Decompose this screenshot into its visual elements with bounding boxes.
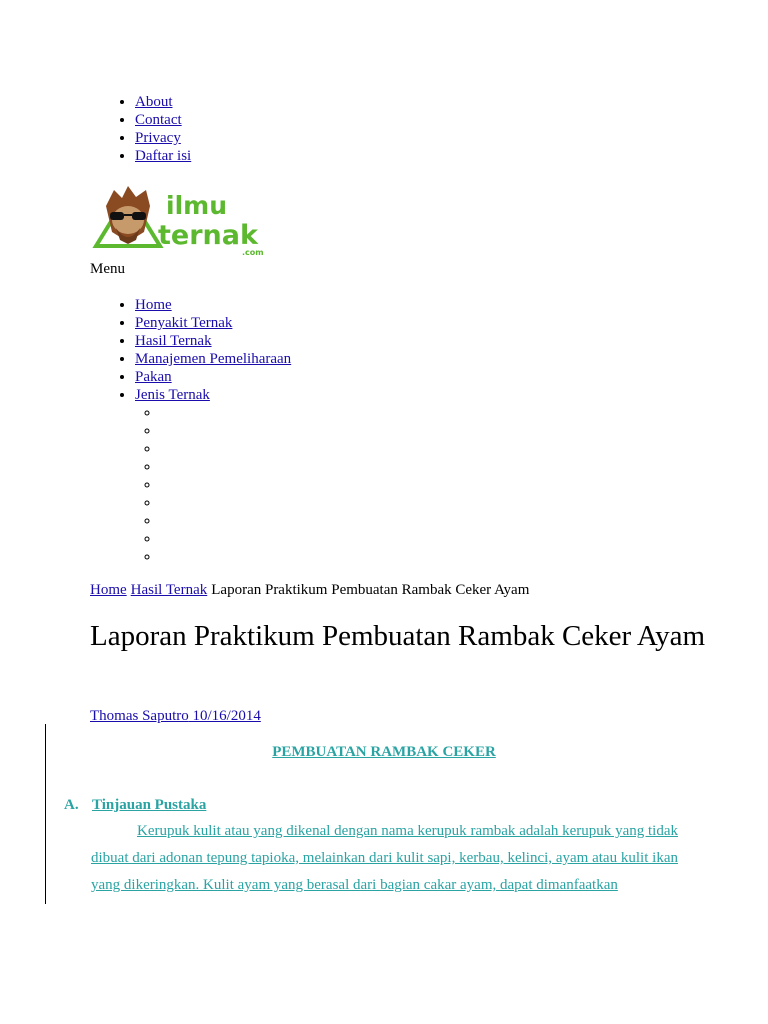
document-heading-link[interactable]: PEMBUATAN RAMBAK CEKER — [272, 744, 496, 760]
top-nav — [90, 93, 191, 165]
submenu-item[interactable] — [160, 404, 291, 422]
submenu-item[interactable] — [160, 476, 291, 494]
section-number: A. — [64, 797, 79, 813]
logo-word-1: ilmu — [166, 191, 227, 220]
contact-link[interactable]: Contact — [135, 112, 182, 128]
section-heading-link[interactable] — [64, 797, 206, 813]
nav-item-hasil-ternak — [135, 332, 291, 350]
page-title: Laporan Praktikum Pembuatan Rambak Ceker Ayam — [90, 620, 706, 652]
submenu-item[interactable] — [160, 440, 291, 458]
nav-item-pakan — [135, 368, 291, 386]
breadcrumb-home-link[interactable]: Home — [90, 582, 127, 598]
submenu-item[interactable] — [160, 494, 291, 512]
breadcrumb — [90, 582, 529, 599]
submenu-item[interactable] — [160, 512, 291, 530]
logo-suffix: .com — [242, 248, 264, 257]
submenu-item[interactable] — [160, 422, 291, 440]
breadcrumb-category-link[interactable]: Hasil Ternak — [130, 582, 208, 598]
daftar-isi-link[interactable]: Daftar isi — [135, 148, 192, 164]
section-title: Tinjauan Pustaka — [92, 797, 207, 813]
site-logo[interactable] — [92, 184, 272, 258]
menu-label: Menu — [90, 261, 125, 277]
submenu-item[interactable] — [160, 530, 291, 548]
nav-manajemen-link[interactable]: Manajemen Pemeliharaan — [135, 351, 292, 367]
nav-pakan-link[interactable]: Pakan — [135, 369, 172, 385]
nav-jenis-ternak-link[interactable]: Jenis Ternak — [135, 387, 210, 403]
logo-word-2: ternak — [158, 220, 258, 251]
top-nav-item-daftar-isi — [135, 147, 191, 165]
nav-item-penyakit-ternak — [135, 314, 291, 332]
jenis-ternak-submenu — [135, 404, 291, 566]
top-nav-item-about — [135, 93, 191, 111]
nav-penyakit-ternak-link[interactable]: Penyakit Ternak — [135, 315, 233, 331]
article-meta — [90, 708, 261, 725]
submenu-item[interactable] — [160, 458, 291, 476]
top-nav-item-contact — [135, 111, 191, 129]
breadcrumb-current: Laporan Praktikum Pembuatan Rambak Ceker Ayam — [211, 582, 530, 598]
about-link[interactable]: About — [135, 94, 173, 110]
submenu-item[interactable] — [160, 548, 291, 566]
nav-item-home — [135, 296, 291, 314]
section-heading — [64, 797, 206, 814]
document-heading — [0, 744, 768, 761]
nav-home-link[interactable]: Home — [135, 297, 172, 313]
nav-item-jenis-ternak — [135, 386, 291, 566]
nav-hasil-ternak-link[interactable]: Hasil Ternak — [135, 333, 212, 349]
post-date: 10/16/2014 — [192, 708, 261, 724]
paragraph-link[interactable]: Kerupuk kulit atau yang dikenal dengan nama kerupuk rambak adalah kerupuk yang tidak dibuat dari adonan tepung tapioka, melainkan dari kulit sapi, kerbau, kelinci, ayam atau kulit ikan yang dikeringkan. Kulit ayam yang berasal dari bagian cakar ayam, dapat dimanfaatkan — [91, 823, 678, 893]
author-name: Thomas Saputro — [90, 708, 189, 724]
author-date-link[interactable] — [90, 708, 261, 724]
top-nav-item-privacy — [135, 129, 191, 147]
article-paragraph — [91, 818, 678, 899]
logo-mascot-icon — [96, 186, 160, 246]
nav-item-manajemen-pemeliharaan — [135, 350, 291, 368]
privacy-link[interactable]: Privacy — [135, 130, 181, 146]
main-nav — [90, 296, 291, 566]
